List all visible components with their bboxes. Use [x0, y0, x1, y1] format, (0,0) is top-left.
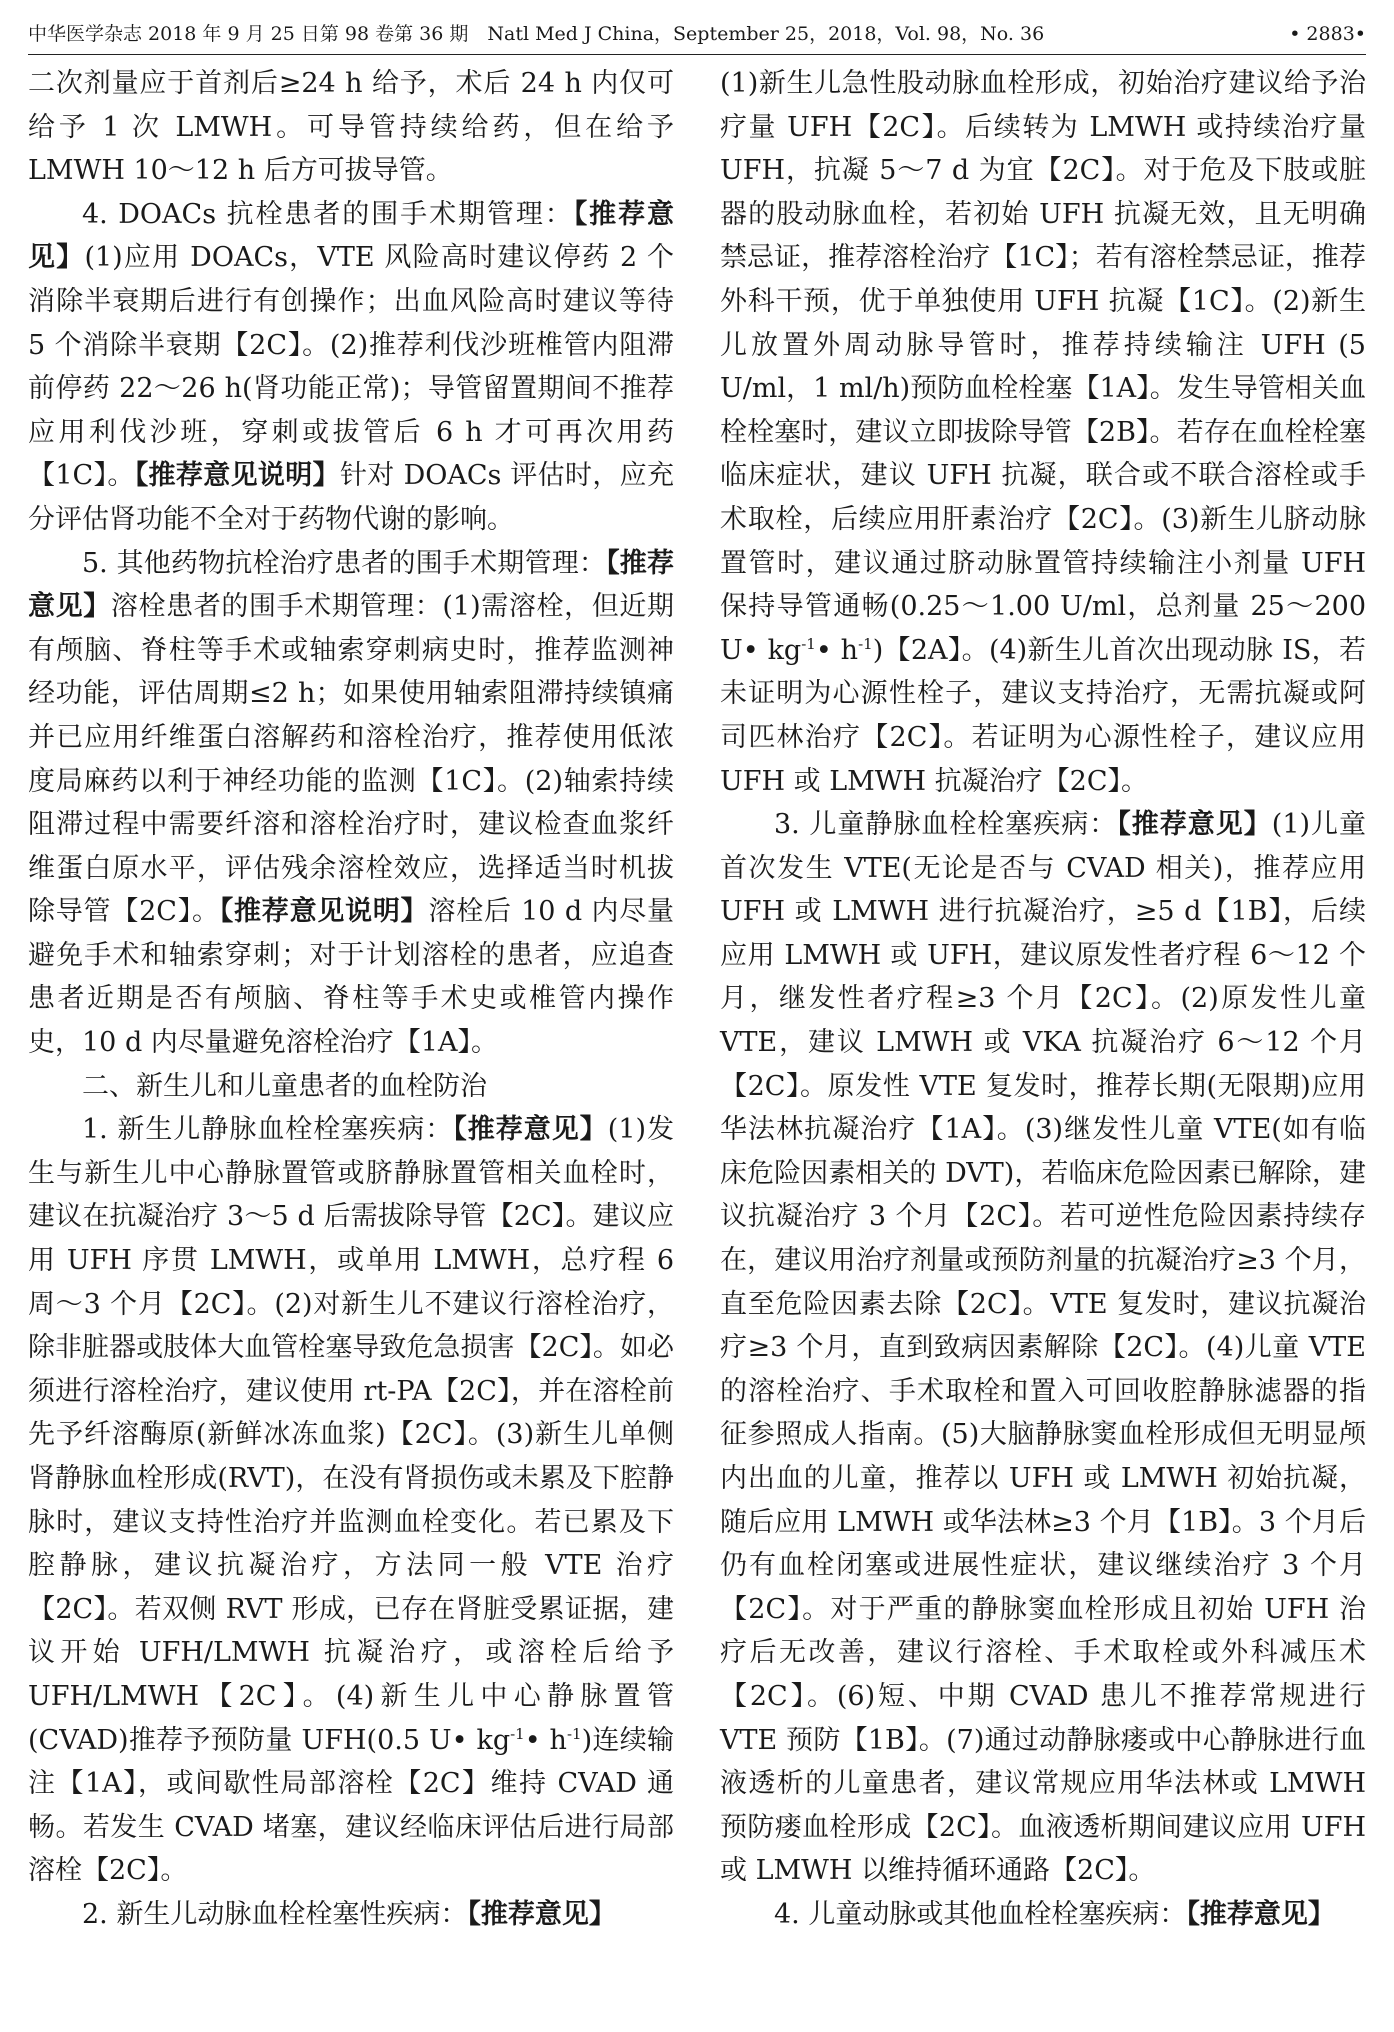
- recommendation-label: 【推荐意见】: [1186, 1898, 1335, 1930]
- paragraph: 1. 新生儿静脉血栓栓塞疾病：【推荐意见】(1)发生与新生儿中心静脉置管或脐静脉置管相关血栓时，建议在抗凝治疗 3～5 d 后需拔除导管【2C】。建议应用 UFH 序贯 LMWH，或单用 LMWH，总疗程 6 周～3 个月【2C】。(2)对新生儿不建议行溶栓治疗，除非脏器或肢体大血管栓塞导致危急损害【2C】。如必须进行溶栓治疗，建议使用 rt-PA【2C】，并在溶栓前先予纤溶酶原(新鲜冰冻血浆)【2C】。(3)新生儿单侧肾静脉血栓形成(RVT)，在没有肾损伤或未累及下腔静脉时，建议支持性治疗并监测血栓变化。若已累及下腔静脉，建议抗凝治疗，方法同一般 VTE 治疗【2C】。若双侧 RVT 形成，已存在肾脏受累证据，建议开始 UFH/LMWH 抗凝治疗，或溶栓后给予 UFH/LMWH【2C】。(4)新生儿中心静脉置管(CVAD)推荐予预防量 UFH(0.5 U• $kg^{-1}•$ $h^{-1}$)连续输注【1A】，或间歇性局部溶栓【2C】维持 CVAD 通畅。若发生 CVAD 堵塞，建议经临床评估后进行局部溶栓【2C】。: [28, 1114, 675, 1887]
- right-column: [720, 62, 1366, 1937]
- paragraph: 2. 新生儿动脉血栓栓塞性疾病：【推荐意见】: [82, 1898, 616, 1930]
- left-column: [28, 62, 674, 1937]
- recommendation-label: 【推荐意见】: [28, 198, 675, 274]
- section-heading: 二、新生儿和儿童患者的血栓防治: [82, 1070, 487, 1102]
- paragraph: 5. 其他药物抗栓治疗患者的围手术期管理：【推荐意见】溶栓患者的围手术期管理：(1)需溶栓，但近期有颅脑、脊柱等手术或轴索穿刺病史时，推荐监测神经功能，评估周期≤2 h；如果使用轴索阻滞持续镇痛并已应用纤维蛋白溶解药和溶栓治疗，推荐使用低浓度局麻药以利于神经功能的监测【1C】。(2)轴索持续阻滞过程中需要纤溶和溶栓治疗时，建议检查血浆纤维蛋白原水平，评估残余溶栓效应，选择适当时机拔除导管【2C】。【推荐意见说明】溶栓后 10 d 内尽量避免手术和轴索穿刺；对于计划溶栓的患者，应追查患者近期是否有颅脑、脊柱等手术史或椎管内操作史，10 d 内尽量避免溶栓治疗【1A】。: [28, 547, 675, 1059]
- paragraph: 4. 儿童动脉或其他血栓栓塞疾病：【推荐意见】: [774, 1898, 1335, 1930]
- recommendation-label: 【推荐意见】: [28, 547, 675, 623]
- recommendation-label: 【推荐意见】: [1117, 809, 1272, 841]
- paragraph: 二次剂量应于首剂后≥24 h 给予，术后 24 h 内仅可给予 1 次 LMWH。可导管持续给药，但在给予 LMWH 10～12 h 后方可拔导管。: [28, 68, 674, 187]
- recommendation-label: 【推荐意见】: [467, 1898, 616, 1930]
- paragraph: 3. 儿童静脉血栓栓塞疾病：【推荐意见】(1)儿童首次发生 VTE(无论是否与 CVAD 相关)，推荐应用 UFH 或 LMWH 进行抗凝治疗，≥5 d【1B】，后续应用 LMWH 或 UFH，建议原发性者疗程 6～12 个月，继发性者疗程≥3 个月【2C】。(2)原发性儿童 VTE，建议 LMWH 或 VKA 抗凝治疗 6～12 个月【2C】。原发性 VTE 复发时，推荐长期(无限期)应用华法林抗凝治疗【1A】。(3)继发性儿童 VTE(如有临床危险因素相关的 DVT)，若临床危险因素已解除，建议抗凝治疗 3 个月【2C】。若可逆性危险因素持续存在，建议用治疗剂量或预防剂量的抗凝治疗≥3 个月，直至危险因素去除【2C】。VTE 复发时，建议抗凝治疗≥3 个月，直到致病因素解除【2C】。(4)儿童 VTE 的溶栓治疗、手术取栓和置入可回收腔静脉滤器的指征参照成人指南。(5)大脑静脉窦血栓形成但无明显颅内出血的儿童，推荐以 UFH 或 LMWH 初始抗凝，随后应用 LMWH 或华法林≥3 个月【1B】。3 个月后仍有血栓闭塞或进展性症状，建议继续治疗 3 个月【2C】。对于严重的静脉窦血栓形成且初始 UFH 治疗后无改善，建议行溶栓、手术取栓或外科减压术【2C】。(6)短、中期 CVAD 患儿不推荐常规进行 VTE 预防【1B】。(7)通过动静脉瘘或中心静脉进行血液透析的儿童患者，建议常规应用华法林或 LMWH 预防瘘血栓形成【2C】。血液透析期间建议应用 UFH 或 LMWH 以维持循环通路【2C】。: [720, 809, 1367, 1887]
- journal-citation: 中华医学杂志 2018 年 9 月 25 日第 98 卷第 36 期 Natl Med J China，September 25，2018，Vol. 98，No. 36: [28, 23, 1045, 45]
- recommendation-note-label: 【推荐意见说明】: [219, 896, 429, 928]
- running-header: [28, 20, 1366, 55]
- paragraph: 4. DOACs 抗栓患者的围手术期管理：【推荐意见】(1)应用 DOACs，VTE 风险高时建议停药 2 个消除半衰期后进行有创操作；出血风险高时建议等待 5 个消除半衰期【2C】。(2)推荐利伐沙班椎管内阻滞前停药 22～26 h(肾功能正常)；导管留置期间不推荐应用利伐沙班，穿刺或拔管后 6 h 才可再次用药【1C】。【推荐意见说明】针对 DOACs 评估时，应充分评估肾功能不全对于药物代谢的影响。: [28, 198, 675, 535]
- page-number: • 2883•: [1289, 23, 1366, 45]
- recommendation-note-label: 【推荐意见说明】: [134, 460, 340, 492]
- recommendation-label: 【推荐意见】: [453, 1114, 608, 1146]
- paragraph: (1)新生儿急性股动脉血栓形成，初始治疗建议给予治疗量 UFH【2C】。后续转为 LMWH 或持续治疗量 UFH，抗凝 5～7 d 为宜【2C】。对于危及下肢或脏器的股动脉血栓，若初始 UFH 抗凝无效，且无明确禁忌证，推荐溶栓治疗【1C】；若有溶栓禁忌证，推荐外科干预，优于单独使用 UFH 抗凝【1C】。(2)新生儿放置外周动脉导管时，推荐持续输注 UFH (5 U/ml，1 ml/h)预防血栓栓塞【1A】。发生导管相关血栓栓塞时，建议立即拔除导管【2B】。若存在血栓栓塞临床症状，建议 UFH 抗凝，联合或不联合溶栓或手术取栓，后续应用肝素治疗【2C】。(3)新生儿脐动脉置管时，建议通过脐动脉置管持续输注小剂量 UFH 保持导管通畅(0.25～1.00 U/ml，总剂量 25～200 U• $kg^{-1}•$ $h^{-1}$)【2A】。(4)新生儿首次出现动脉 IS，若未证明为心源性栓子，建议支持治疗，无需抗凝或阿司匹林治疗【2C】。若证明为心源性栓子，建议应用 UFH 或 LMWH 抗凝治疗【2C】。: [720, 68, 1366, 797]
